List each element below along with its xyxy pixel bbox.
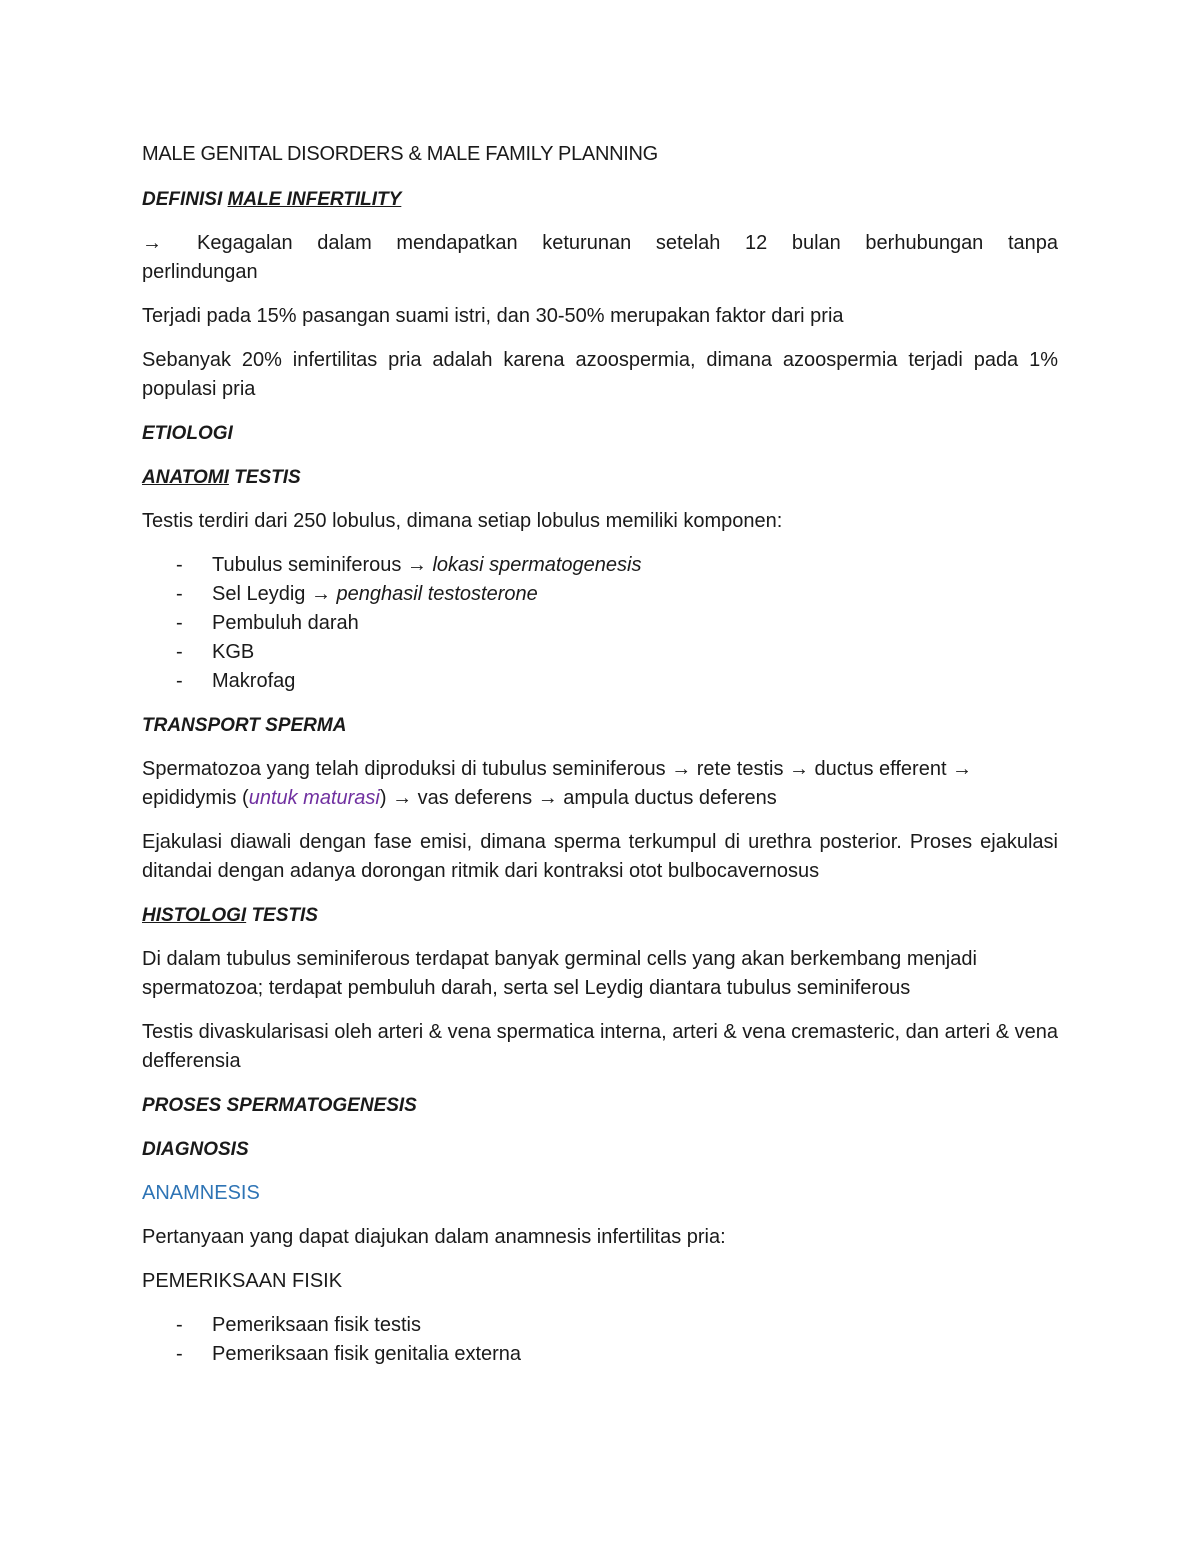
heading-histologi-rest: TESTIS bbox=[246, 905, 318, 926]
list-item bbox=[142, 638, 1058, 667]
transport-text-2: ) → vas deferens → ampula ductus deferens bbox=[379, 787, 777, 809]
list-item bbox=[142, 1311, 1058, 1340]
list-item-text: Pemeriksaan fisik genitalia externa bbox=[212, 1343, 522, 1365]
heading-etiologi: ETIOLOGI bbox=[142, 423, 233, 444]
list-item bbox=[142, 580, 1058, 609]
list-item-note: lokasi spermatogenesis bbox=[432, 554, 642, 576]
list-item-note: penghasil testosterone bbox=[336, 583, 538, 605]
list-item bbox=[142, 551, 1058, 580]
list-dash: - bbox=[176, 554, 183, 576]
list-item bbox=[142, 1340, 1058, 1369]
pemeriksaan-list bbox=[142, 1311, 1058, 1369]
heading-anatomi-underlined: ANATOMI bbox=[142, 467, 229, 488]
list-item-text: Tubulus seminiferous → bbox=[212, 554, 433, 576]
heading-definisi-underlined: MALE INFERTILITY bbox=[227, 189, 402, 210]
transport-text-1: Spermatozoa yang telah diproduksi di tubulus seminiferous → rete testis → ductus efferent → epididymis ( bbox=[142, 758, 973, 809]
transport-paragraph bbox=[142, 755, 1058, 813]
list-dash: - bbox=[176, 1343, 183, 1365]
azoospermia-paragraph: Sebanyak 20% infertilitas pria adalah karena azoospermia, dimana azoospermia terjadi pada 1% populasi pria bbox=[142, 349, 1058, 400]
testis-paragraph: Testis terdiri dari 250 lobulus, dimana setiap lobulus memiliki komponen: bbox=[142, 510, 783, 532]
list-dash: - bbox=[176, 583, 183, 605]
document-title: MALE GENITAL DISORDERS & MALE FAMILY PLANNING bbox=[142, 143, 658, 165]
list-item-text: Sel Leydig → bbox=[212, 583, 337, 605]
heading-diagnosis: DIAGNOSIS bbox=[142, 1139, 249, 1160]
heading-proses-spermatogenesis: PROSES SPERMATOGENESIS bbox=[142, 1095, 417, 1116]
list-dash: - bbox=[176, 1314, 183, 1336]
definition-line-2: perlindungan bbox=[142, 261, 258, 283]
vaskular-paragraph: Testis divaskularisasi oleh arteri & vena spermatica interna, arteri & vena cremasteric, dan arteri & vena defferensia bbox=[142, 1021, 1058, 1072]
heading-pemeriksaan-fisik: PEMERIKSAAN FISIK bbox=[142, 1270, 343, 1292]
list-item bbox=[142, 667, 1058, 696]
anamnesis-paragraph: Pertanyaan yang dapat diajukan dalam anamnesis infertilitas pria: bbox=[142, 1226, 726, 1248]
heading-transport-sperma: TRANSPORT SPERMA bbox=[142, 715, 347, 736]
document-body bbox=[142, 140, 1058, 1384]
list-item-text: Makrofag bbox=[212, 670, 296, 692]
heading-histologi-underlined: HISTOLOGI bbox=[142, 905, 247, 926]
histologi-paragraph: Di dalam tubulus seminiferous terdapat banyak germinal cells yang akan berkembang menjadi spermatozoa; terdapat pembuluh darah, serta sel Leydig diantara tubulus seminiferous bbox=[142, 948, 977, 999]
anatomi-list bbox=[142, 551, 1058, 696]
definition-line-1: Kegagalan dalam mendapatkan keturunan setelah 12 bulan berhubungan tanpa bbox=[197, 232, 1058, 254]
heading-definisi bbox=[142, 185, 1058, 214]
arrow-icon: → bbox=[142, 232, 162, 254]
definition-paragraph bbox=[142, 229, 1058, 287]
heading-anamnesis: ANAMNESIS bbox=[142, 1182, 260, 1204]
list-item bbox=[142, 609, 1058, 638]
heading-anatomi-testis bbox=[142, 463, 1058, 492]
list-dash: - bbox=[176, 670, 183, 692]
ejakulasi-paragraph: Ejakulasi diawali dengan fase emisi, dimana sperma terkumpul di urethra posterior. Proses ejakulasi ditandai dengan adanya dorongan ritmik dari kontraksi otot bulbocavernosus bbox=[142, 831, 1058, 882]
heading-definisi-prefix: DEFINISI bbox=[142, 189, 228, 210]
occurrence-paragraph: Terjadi pada 15% pasangan suami istri, dan 30-50% merupakan faktor dari pria bbox=[142, 305, 844, 327]
transport-note: untuk maturasi bbox=[248, 787, 380, 809]
heading-anatomi-rest: TESTIS bbox=[228, 467, 301, 488]
list-item-text: Pemeriksaan fisik testis bbox=[212, 1314, 421, 1336]
list-item-text: Pembuluh darah bbox=[212, 612, 359, 634]
list-dash: - bbox=[176, 612, 183, 634]
list-dash: - bbox=[176, 641, 183, 663]
list-item-text: KGB bbox=[212, 641, 255, 663]
heading-histologi-testis bbox=[142, 901, 1058, 930]
